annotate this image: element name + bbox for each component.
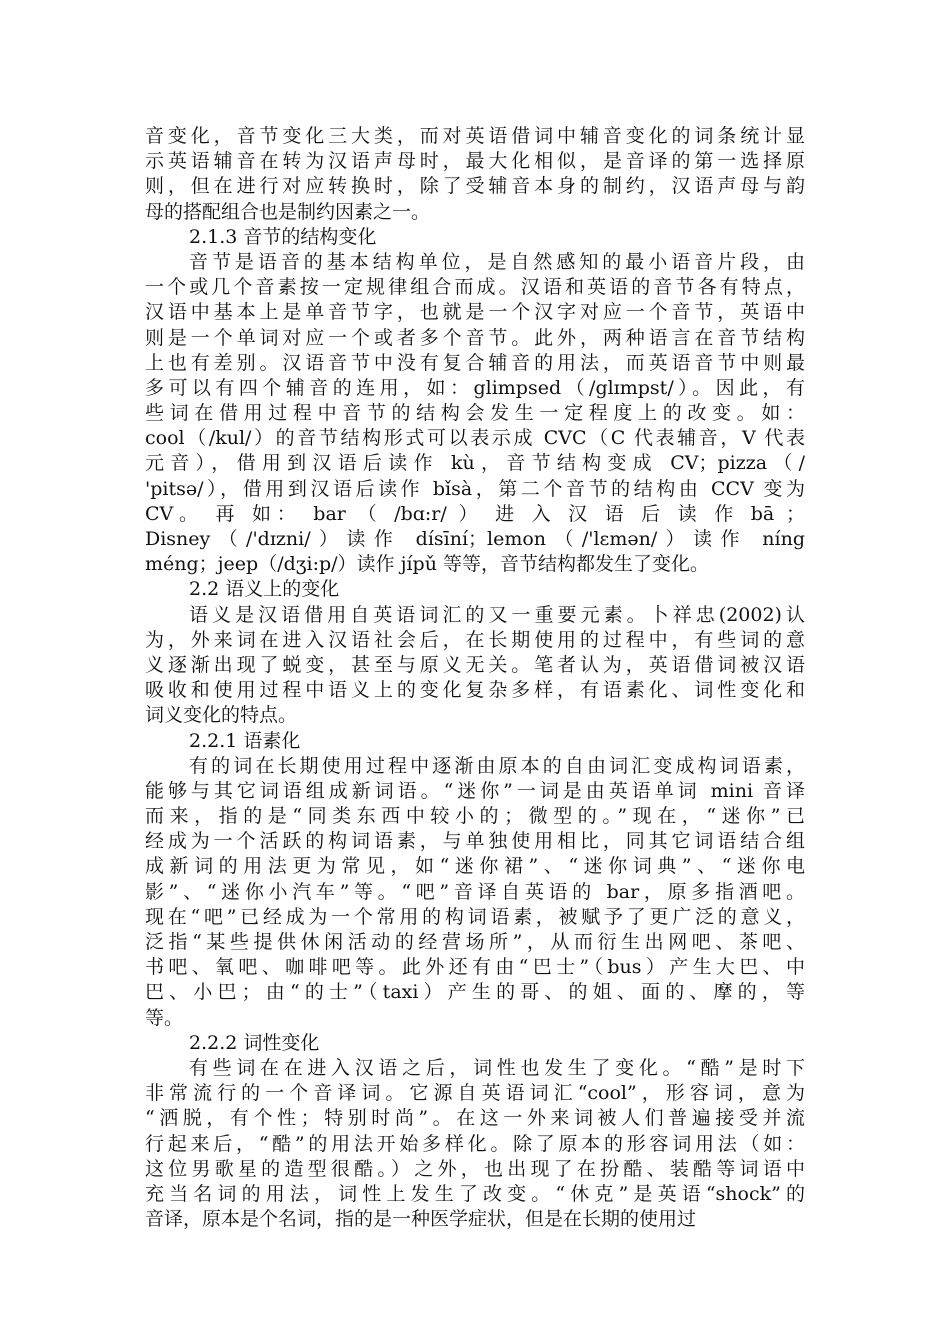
text-line: méng；jeep（/dʒi:p/）读作 jípǔ 等等，音节结构都发生了变化。 <box>145 553 709 576</box>
text-line: 影”、“迷你小汽车”等。“吧”音译自英语的 bar，原多指酒吧。 <box>145 880 805 903</box>
text-line: 汉语中基本上是单音节字，也就是一个汉字对应一个音节，英语中 <box>145 301 805 324</box>
paragraph <box>145 603 805 729</box>
paragraph-continued <box>145 124 805 225</box>
text-line: CV。 再 如： bar （ /bɑ:r/ ） 进 入 汉 语 后 读 作 bā ； <box>145 502 805 525</box>
text-line: 语义是汉语借用自英语词汇的又一重要元素。卜祥忠(2002)认 <box>189 603 805 626</box>
section-heading: 2.2.2 词性变化 <box>189 1031 320 1054</box>
text-line: 有些词在在进入汉语之后，词性也发生了变化。“酷”是时下 <box>189 1056 805 1079</box>
text-line: 则是一个单词对应一个或者多个音节。此外，两种语言在音节结构 <box>145 326 805 349</box>
section-heading: 2.1.3 音节的结构变化 <box>189 225 377 248</box>
text-line: 非常流行的一个音译词。它源自英语词汇“cool”，形容词，意为 <box>145 1082 805 1105</box>
text-line: 充当名词的用法，词性上发生了改变。“休克”是英语“shock”的 <box>145 1182 805 1205</box>
text-line: 多可以有四个辅音的连用，如：glimpsed（/glɪmpst/）。因此，有 <box>145 376 805 399</box>
text-line: “洒脱，有个性；特别时尚”。在这一外来词被人们普遍接受并流 <box>145 1107 805 1130</box>
text-line: 一个或几个音素按一定规律组合而成。汉语和英语的音节各有特点， <box>145 276 805 299</box>
text-line: Disney（/'dɪzni/）读作 dísīní；lemon（/'lɛmən/）读作 níng <box>145 528 805 550</box>
text-line: 这位男歌星的造型很酷。）之外，也出现了在扮酷、装酷等词语中 <box>145 1157 805 1180</box>
text-line: 成新词的用法更为常见，如“迷你裙”、“迷你词典”、“迷你电 <box>145 855 805 878</box>
text-line: 音变化，音节变化三大类，而对英语借词中辅音变化的词条统计显 <box>145 125 805 147</box>
text-line: 为，外来词在进入汉语社会后，在长期使用的过程中，有些词的意 <box>145 628 805 651</box>
text-line: 能够与其它词语组成新词语。“迷你”一词是由英语单词 mini 音译 <box>145 779 805 802</box>
section-heading: 2.2.1 语素化 <box>189 729 301 752</box>
text-line: 经成为一个活跃的构词语素，与单独使用相比，同其它词语结合组 <box>145 830 805 853</box>
text-line: 示英语辅音在转为汉语声母时，最大化相似，是音译的第一选择原 <box>145 150 805 173</box>
text-line: 则，但在进行对应转换时，除了受辅音本身的制约，汉语声母与韵 <box>145 175 805 198</box>
text-line: 有的词在长期使用过程中逐渐由原本的自由词汇变成构词语素， <box>189 754 805 777</box>
text-line: 词义变化的特点。 <box>145 704 298 727</box>
text-line: 义逐渐出现了蜕变，甚至与原义无关。笔者认为，英语借词被汉语 <box>145 653 805 676</box>
text-line: 书吧、氧吧、咖啡吧等。此外还有由“巴士”（bus）产生大巴、中 <box>145 956 805 979</box>
text-line: 'pitsə/），借用到汉语后读作 bǐsà，第二个音节的结构由 CCV 变为 <box>145 477 805 500</box>
text-line: 行起来后，“酷”的用法开始多样化。除了原本的形容词用法（如： <box>145 1132 805 1155</box>
text-line: 母的搭配组合也是制约因素之一。 <box>145 200 431 223</box>
text-line: 音译，原本是个名词，指的是一种医学症状，但是在长期的使用过 <box>145 1208 697 1231</box>
text-line: 元音），借用到汉语后读作 kù，音节结构变成 CV；pizza（/ <box>145 452 805 475</box>
text-line: 音节是语音的基本结构单位，是自然感知的最小语音片段，由 <box>189 250 805 273</box>
text-line: 上也有差别。汉语音节中没有复合辅音的用法，而英语音节中则最 <box>145 351 805 374</box>
paragraph <box>145 1056 805 1232</box>
paragraph <box>145 754 805 1031</box>
text-line: cool（/kul/）的音节结构形式可以表示成 CVC（C 代表辅音，V 代表 <box>145 427 805 450</box>
text-line: 些词在借用过程中音节的结构会发生一定程度上的改变。如： <box>145 402 805 425</box>
text-line: 巴、小巴；由“的士”（taxi）产生的哥、的姐、面的、摩的，等 <box>145 981 805 1004</box>
text-line: 而来，指的是“同类东西中较小的；微型的。”现在，“迷你”已 <box>145 805 805 828</box>
text-line: 现在“吧”已经成为一个常用的构词语素，被赋予了更广泛的意义， <box>145 905 805 928</box>
text-line: 等。 <box>145 1006 184 1029</box>
text-line: 泛指“某些提供休闲活动的经营场所”，从而衍生出网吧、茶吧、 <box>145 931 805 953</box>
section-heading: 2.2 语义上的变化 <box>189 578 340 601</box>
text-line: 吸收和使用过程中语义上的变化复杂多样，有语素化、词性变化和 <box>145 679 805 702</box>
paragraph <box>145 250 805 577</box>
document-page <box>145 124 805 1232</box>
